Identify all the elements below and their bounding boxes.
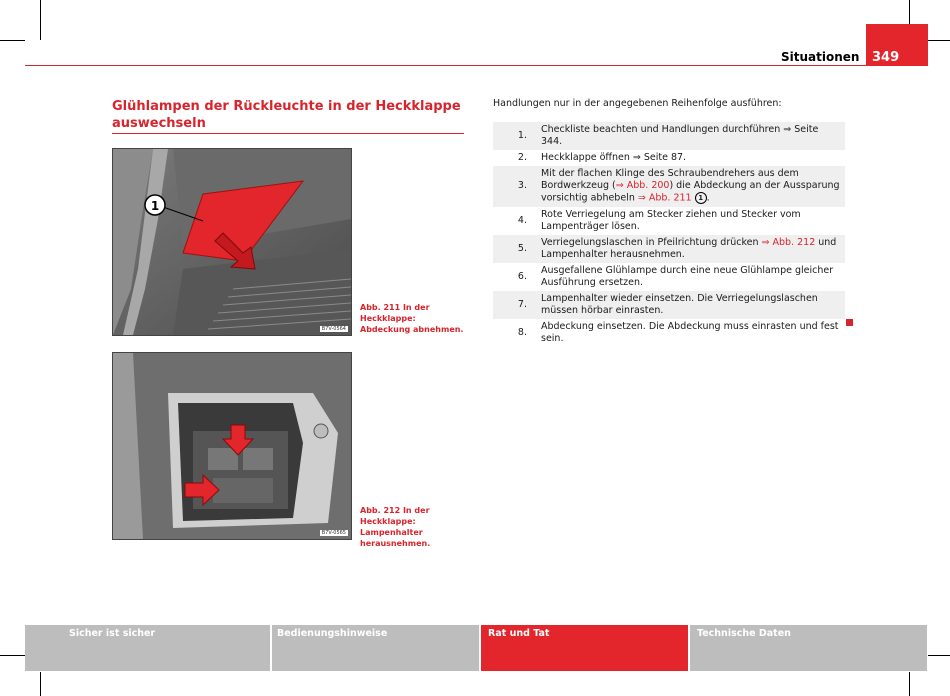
- step-row: [493, 319, 845, 347]
- section-title: Situationen: [781, 50, 860, 64]
- crop-mark: [928, 40, 950, 41]
- crop-mark: [0, 655, 25, 656]
- step-text-part: ) die Abdeckung an der Aussparung vorsichtig abhebeln: [541, 180, 840, 204]
- crop-mark: [40, 0, 41, 40]
- step-number: 2.: [493, 150, 541, 166]
- instructions-intro: Handlungen nur in der angegebenen Reihenfolge ausführen:: [493, 98, 782, 109]
- figure-211-code: B7V-0564: [321, 326, 346, 332]
- step-row: [493, 235, 845, 263]
- steps-list: [493, 122, 845, 347]
- step-text: [541, 166, 845, 207]
- step-text: Heckklappe öffnen ⇒ Seite 87.: [541, 150, 845, 166]
- figure-211-callout: 1: [150, 199, 160, 213]
- crop-mark: [0, 40, 25, 41]
- figure-reference-link[interactable]: ⇒ Abb. 212: [761, 236, 816, 248]
- header-rule: [25, 65, 925, 66]
- page-number: 349: [872, 50, 900, 65]
- step-text-part: und Lampenhalter herausnehmen.: [541, 236, 837, 260]
- step-row: [493, 150, 845, 166]
- step-number: 3.: [493, 166, 541, 207]
- step-number: 4.: [493, 207, 541, 235]
- step-row: [493, 263, 845, 291]
- figure-211: [112, 148, 352, 336]
- step-text: Lampenhalter wieder einsetzen. Die Verriegelungslaschen müssen hörbar einrasten.: [541, 291, 845, 319]
- step-row: [493, 166, 845, 207]
- figure-211-illustration: [113, 149, 351, 335]
- step-text: [541, 235, 845, 263]
- step-text: Checkliste beachten und Handlungen durchführen ⇒ Seite 344.: [541, 122, 845, 150]
- tab-sicher-ist-sicher[interactable]: Sicher ist sicher: [25, 625, 270, 671]
- crop-mark: [40, 672, 41, 696]
- step-row: [493, 122, 845, 150]
- figure-reference-link[interactable]: ⇒ Abb. 200: [615, 180, 670, 191]
- step-text: Ausgefallene Glühlampe durch eine neue Glühlampe gleicher Ausführung ersetzen.: [541, 263, 845, 291]
- crop-mark: [909, 0, 910, 24]
- page-title: Glühlampen der Rückleuchte in der Heckklappe auswechseln: [112, 99, 461, 131]
- tab-rat-und-tat[interactable]: Rat und Tat: [481, 625, 688, 671]
- step-text-part: Verriegelungslaschen in Pfeilrichtung drücken: [541, 236, 762, 248]
- crop-mark: [909, 672, 910, 696]
- tab-bedienungshinweise[interactable]: Bedienungshinweise: [272, 625, 479, 671]
- step-number: 6.: [493, 263, 541, 291]
- step-text: Rote Verriegelung am Stecker ziehen und Stecker vom Lampenträger lösen.: [541, 207, 845, 235]
- footer-tabs: [25, 625, 927, 671]
- crop-mark: [928, 655, 950, 656]
- callout-marker: 1: [695, 192, 707, 204]
- tab-technische-daten[interactable]: Technische Daten: [690, 625, 927, 671]
- step-number: 1.: [493, 122, 541, 150]
- figure-212-illustration: [113, 353, 351, 539]
- section-end-marker: [846, 319, 853, 326]
- step-text-part: .: [706, 192, 710, 204]
- figure-212: [112, 352, 352, 540]
- title-rule: [112, 133, 464, 134]
- figure-212-caption: Abb. 212 In der Heckklappe: Lampenhalter herausnehmen.: [360, 506, 431, 548]
- step-row: [493, 291, 845, 319]
- figure-211-caption: Abb. 211 In der Heckklappe: Abdeckung abnehmen.: [360, 303, 464, 334]
- step-text: Abdeckung einsetzen. Die Abdeckung muss einrasten und fest sein.: [541, 319, 845, 347]
- step-number: 8.: [493, 319, 541, 347]
- step-text-part: Mit der flachen Klinge des Schraubendrehers aus dem Bordwerkzeug (: [541, 168, 799, 191]
- figure-212-code: B7V-0565: [321, 530, 346, 536]
- figure-reference-link[interactable]: ⇒ Abb. 211: [637, 192, 692, 204]
- step-number: 5.: [493, 235, 541, 263]
- step-number: 7.: [493, 291, 541, 319]
- step-row: [493, 207, 845, 235]
